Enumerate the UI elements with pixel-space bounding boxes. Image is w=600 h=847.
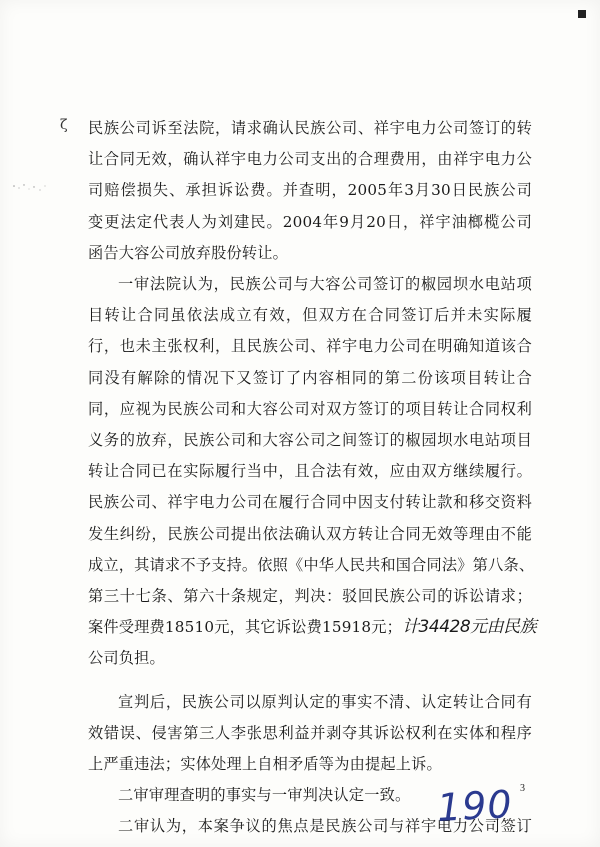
handwritten-page-number: 190 [435,782,514,830]
paragraph [88,113,532,269]
text-line: 公司负担。 [88,649,165,668]
text-line: 转让合同已在实际履行当中，且合法有效，应由双方继续履行。 [88,462,532,481]
scan-noise [10,178,50,198]
text-line: 让合同无效，确认祥宇电力公司支出的合理费用，由祥宇电力公 [88,150,532,169]
corner-mark [578,10,586,18]
document-body [88,113,537,843]
text-line: 宣判后，民族公司以原判认定的事实不清、认定转让合同有 [118,692,532,711]
paragraph [88,687,532,781]
margin-mark: ζ [60,117,68,133]
page-number: 3 [520,783,525,794]
paragraph [88,269,537,675]
text-line: 义务的放弃，民族公司和大容公司之间签订的椒园坝水电站项目 [88,431,532,450]
text-segment: 案件受理费18510元，其它诉讼费15918元； [88,618,403,637]
text-line: 目转让合同虽依法成立有效，但双方在合同签订后并未实际履 [88,306,532,325]
text-line: 成立，其请求不予支持。依照《中华人民共和国合同法》第八条、 [88,555,535,574]
text-line: 效错误、侵害第三人李张思利益并剥夺其诉讼权利在实体和程序 [88,723,532,742]
text-line: 行，也未主张权利，且民族公司、祥宇电力公司在明确知道该合 [88,337,532,356]
text-line: 发生纠纷，民族公司提出依法确认双方转让合同无效等理由不能 [88,524,532,543]
text-line: 函告大容公司放弃股份转让。 [88,243,289,262]
text-line: 二审审理查明的事实与一审判决认定一致。 [118,786,411,805]
text-line: 变更法定代表人为刘建民。2004年9月20日，祥宇油榔榄公司 [88,212,532,231]
text-line: 同没有解除的情况下又签订了内容相同的第二份该项目转让合 [88,368,532,387]
text-line: 同，应视为民族公司和大容公司对双方签订的项目转让合同权利 [88,399,532,418]
text-line: 一审法院认为，民族公司与大容公司签订的椒园坝水电站项 [118,275,532,294]
text-line-with-handwriting [88,612,537,643]
text-line: 第三十七条、第六十条规定，判决：驳回民族公司的诉讼请求； [88,587,532,606]
text-line: 民族公司诉至法院，请求确认民族公司、祥宇电力公司签订的转 [88,119,532,137]
text-line: 上严重违法；实体处理上自相矛盾等为由提起上诉。 [88,755,442,774]
text-line: 司赔偿损失、承担诉讼费。并查明，2005年3月30日民族公司 [88,181,532,200]
text-line: 二审认为，本案争议的焦点是民族公司与祥宇电力公司签订 [118,817,532,836]
text-line: 民族公司、祥宇电力公司在履行合同中因支付转让款和移交资料 [88,493,532,512]
paragraph-gap [88,675,532,687]
handwritten-insert: 计34428元由民族 [402,617,537,638]
